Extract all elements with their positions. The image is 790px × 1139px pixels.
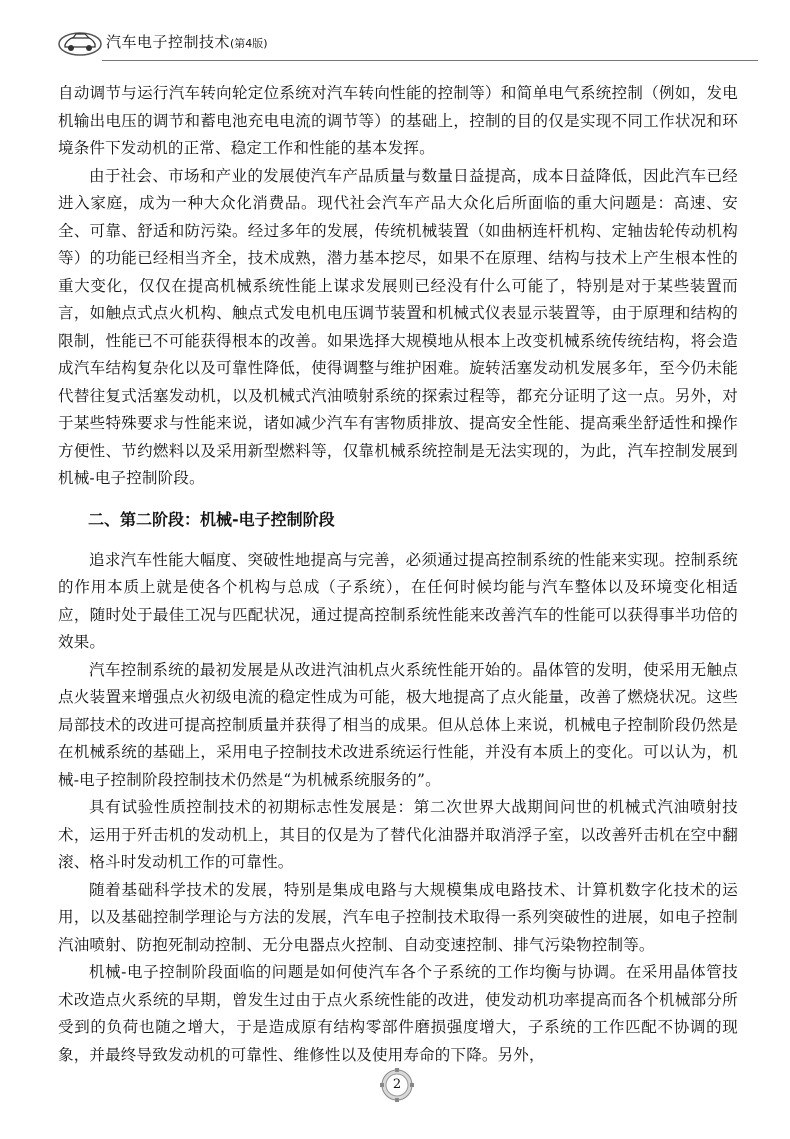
paragraph: 追求汽车性能大幅度、突破性地提高与完善，必须通过提高控制系统的性能来实现。控制系统的作用本质上就是使各个机构与总成（子系统），在任何时候均能与汽车整体以及环境变化相适应，随时处于最佳工况与匹配状况，通过提高控制系统性能来改善汽车的性能可以获得事半功倍的效果。 [58, 550, 738, 651]
book-title-text: 汽车电子控制技术 [106, 33, 231, 51]
running-header [58, 22, 758, 70]
paragraph: 汽车控制系统的最初发展是从改进汽油机点火系统性能开始的。晶体管的发明，使采用无触点点火装置来增强点火初级电流的稳定性成为可能，极大地提高了点火能量，改善了燃烧状况。这些局部技术的改进可提高控制质量并获得了相当的成果。但从总体上来说，机械电子控制阶段仍然是在机械系统的基础上，采用电子控制技术改进系统运行性能，并没有本质上的变化。可以认为，机械-电子控制阶段控制技术仍然是“为机械系统服务的”。 [58, 660, 738, 789]
page-number-badge [373, 1068, 421, 1102]
section-heading: 二、第二阶段：机械-电子控制阶段 [88, 509, 335, 529]
paragraph: 由于社会、市场和产业的发展使汽车产品质量与数量日益提高，成本日益降低，因此汽车已经进入家庭，成为一种大众化消费品。现代社会汽车产品大众化后所面临的重大问题是：高速、安全、可靠、舒适和防污染。经过多年的发展，传统机械装置（如曲柄连杆机构、定轴齿轮传动机构等）的功能已经相当齐全，技术成熟，潜力基本挖尽，如果不在原理、结构与技术上产生根本性的重大变化，仅仅在提高机械系统性能上谋求发展则已经没有什么可能了，特别是对于某些装置而言，如触点式点火机构、触点式发电机电压调节装置和机械式仪表显示装置等，由于原理和结构的限制，性能已不可能获得根本的改善。如果选择大规模地从根本上改变机械系统传统结构，将会造成汽车结构复杂化以及可靠性降低，使得调整与维护困难。旋转活塞发动机发展多年，至今仍未能代替往复式活塞发动机，以及机械式汽油喷射系统的探索过程等，都充分证明了这一点。另外，对于某些特殊要求与性能来说，诸如减少汽车有害物质排放、提高安全性能、提高乘坐舒适性和操作方便性、节约燃料以及采用新型燃料等，仅靠机械系统控制是无法实现的，为此，汽车控制发展到机械-电子控制阶段。 [58, 166, 738, 487]
page-number: 2 [392, 1077, 402, 1092]
page-content [58, 80, 738, 1069]
paragraph: 具有试验性质控制技术的初期标志性发展是：第二次世界大战期间问世的机械式汽油喷射技术，运用于歼击机的发动机上，其目的仅是为了替代化油器并取消浮子室，以改善歼击机在空中翻滚、格斗时发动机工作的可靠性。 [58, 798, 738, 871]
paragraph: 随着基础科学技术的发展，特别是集成电路与大规模集成电路技术、计算机数字化技术的运用，以及基础控制学理论与方法的发展，汽车电子控制技术取得一系列突破性的进展，如电子控制汽油喷射、防抱死制动控制、无分电器点火控制、自动变速控制、排气污染物控制等。 [58, 880, 738, 954]
book-title [106, 31, 268, 52]
header-divider [102, 60, 758, 61]
book-edition: (第4版) [230, 37, 268, 50]
paragraph: 机械-电子控制阶段面临的问题是如何使汽车各个子系统的工作均衡与协调。在采用晶体管技术改造点火系统的早期，曾发生过由于点火系统性能的改进，使发动机功率提高而各个机械部分所受到的负荷也随之增大，于是造成原有结构零部件磨损强度增大，子系统的工作匹配不协调的现象，并最终导致发动机的可靠性、维修性以及使用寿命的下降。另外， [58, 963, 738, 1064]
paragraph-continued: 自动调节与运行汽车转向轮定位系统对汽车转向性能的控制等）和简单电气系统控制（例如，发电机输出电压的调节和蓄电池充电电流的调节等）的基础上，控制的目的仅是实现不同工作状况和环境条件下发动机的正常、稳定工作和性能的基本发挥。 [58, 84, 738, 157]
car-icon [58, 24, 102, 58]
